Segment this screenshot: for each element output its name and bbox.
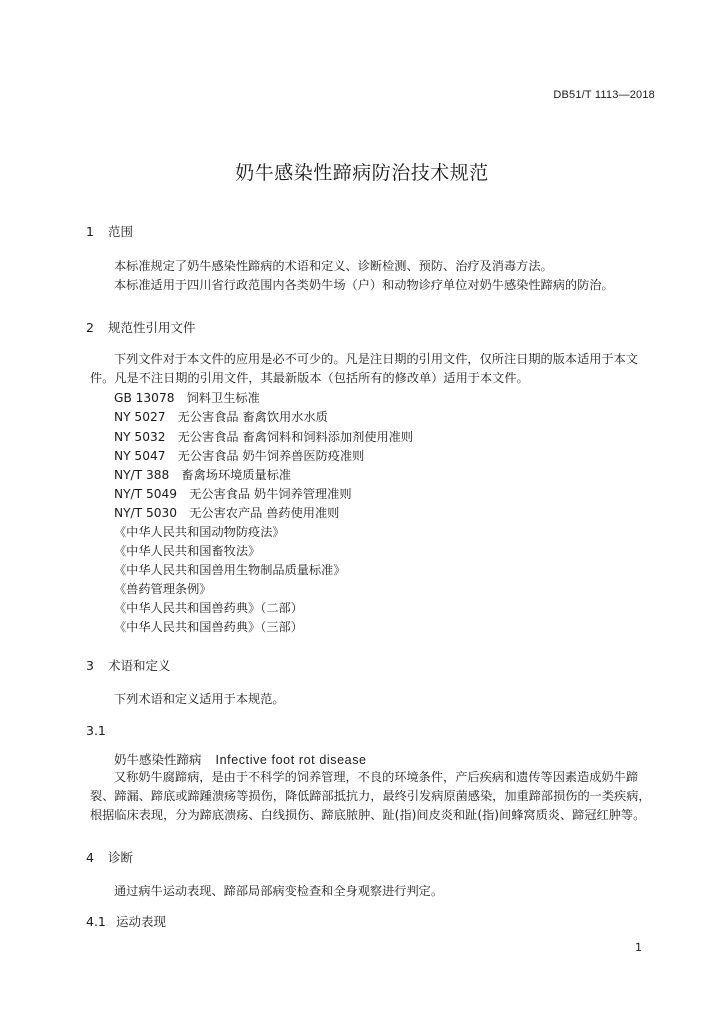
section-number: 4.1: [86, 914, 106, 929]
term-english: Infective foot rot disease: [215, 753, 367, 767]
reference-item: NY 5027 无公害食品 畜禽饮用水水质: [114, 410, 328, 424]
page-number: 1: [635, 941, 642, 954]
section-number: 2: [86, 320, 94, 335]
section-title: 诊断: [108, 850, 134, 865]
section-3-heading: [86, 656, 171, 674]
section-4-intro: 通过病牛运动表现、蹄部局部病变检查和全身观察进行判定。: [114, 884, 444, 898]
reference-item: NY/T 5049 无公害食品 奶牛饲养管理准则: [114, 487, 352, 501]
section-1-heading: [86, 222, 133, 240]
section-1-paragraph-2: 本标准适用于四川省行政范围内各类奶牛场（户）和动物诊疗单位对奶牛感染性蹄病的防治。: [114, 278, 614, 292]
section-2-intro: 下列文件对于本文件的应用是必不可少的。凡是注日期的引用文件，仅所注日期的版本适用于本文件。凡是不注日期的引用文件，其最新版本（包括所有的修改单）适用于本文件。: [90, 352, 639, 385]
section-2-heading: [86, 318, 196, 336]
reference-item: NY/T 5030 无公害农产品 兽药使用准则: [114, 506, 340, 520]
term-entry: [114, 750, 367, 768]
section-4-heading: [86, 848, 133, 866]
standard-code: DB51/T 1113—2018: [553, 89, 655, 101]
reference-item: GB 13078 饲料卫生标准: [114, 391, 260, 405]
reference-item: 《中华人民共和国兽药典》（三部）: [114, 620, 303, 634]
section-title: 规范性引用文件: [108, 320, 196, 335]
reference-item: NY/T 388 畜禽场环境质量标准: [114, 468, 292, 482]
section-number: 4: [86, 850, 94, 865]
term-definition: 又称奶牛腐蹄病，是由于不科学的饲养管理，不良的环境条件，产后疾病和遗传等因素造成奶牛蹄裂、蹄漏、蹄底或蹄踵溃疡等损伤，降低蹄部抵抗力，最终引发病原菌感染，加重蹄部损伤的一类疾病，根据临床表现，分为蹄底溃疡、白线损伤、蹄底脓肿、趾(指)间皮炎和趾(指)间蜂窝质炎、蹄冠红肿等。: [90, 770, 651, 822]
reference-item: 《中华人民共和国动物防疫法》: [114, 525, 285, 539]
reference-item: NY 5047 无公害食品 奶牛饲养兽医防疫准则: [114, 449, 365, 463]
reference-item: 《兽药管理条例》: [114, 582, 212, 596]
subsection-3-1-number: 3.1: [86, 723, 106, 738]
section-3-intro: 下列术语和定义适用于本规范。: [114, 692, 285, 706]
section-number: 3: [86, 658, 94, 673]
reference-item: 《中华人民共和国畜牧法》: [114, 544, 261, 558]
term-chinese: 奶牛感染性蹄病: [114, 752, 202, 767]
section-1-paragraph-1: 本标准规定了奶牛感染性蹄病的术语和定义、诊断检测、预防、治疗及消毒方法。: [114, 259, 553, 273]
document-title: 奶牛感染性蹄病防治技术规范: [235, 162, 489, 184]
reference-item: 《中华人民共和国兽药典》（二部）: [114, 601, 303, 615]
section-title: 运动表现: [116, 914, 167, 929]
reference-item: NY 5032 无公害食品 畜禽饲料和饲料添加剂使用准则: [114, 430, 414, 444]
section-number: 1: [86, 224, 94, 239]
section-title: 范围: [108, 224, 134, 239]
section-title: 术语和定义: [108, 658, 171, 673]
subsection-4-1-heading: [86, 912, 166, 930]
reference-item: 《中华人民共和国兽用生物制品质量标准》: [114, 563, 346, 577]
